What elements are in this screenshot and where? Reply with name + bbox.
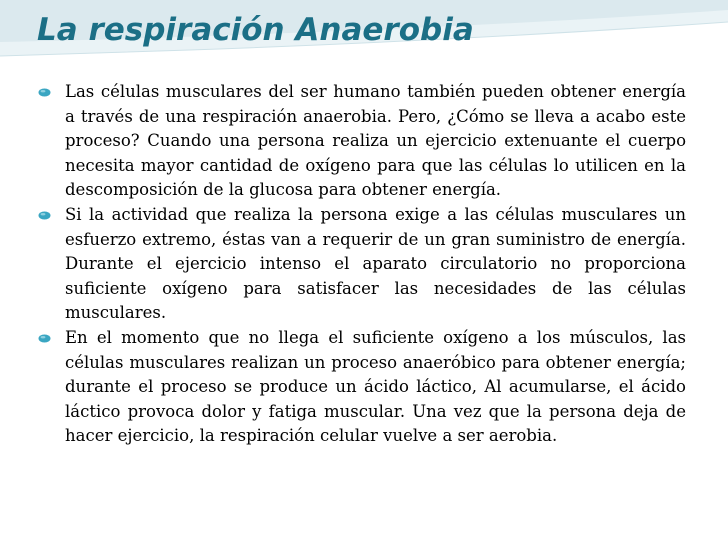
bullet-item-3 — [38, 326, 686, 449]
slide-title: La respiración Anaerobia — [37, 12, 474, 48]
bullet-text: En el momento que no llega el suficiente oxígeno a los músculos, las células musculares realizan un proceso anaeróbico para obtener energía; durante el proceso se produce un ácido láctico, Al acumularse, el ácido láctico provoca dolor y fatiga muscular. Una vez que la persona deja de hacer ejercicio, la respiración celular vuelve a ser aerobia. — [65, 327, 686, 446]
bullet-marker-icon — [38, 88, 51, 97]
bullet-list — [38, 80, 686, 449]
bullet-text: Si la actividad que realiza la persona exige a las células musculares un esfuerzo extremo, éstas van a requerir de un gran suministro de energía. Durante el ejercicio intenso el aparato circulatorio no proporciona suficiente oxígeno para satisfacer las necesidades de las células musculares. — [65, 204, 686, 323]
bullet-item-2 — [38, 203, 686, 326]
bullet-marker-icon — [38, 211, 51, 220]
bullet-text: Las células musculares del ser humano también pueden obtener energía a través de una respiración anaerobia. Pero, ¿Cómo se lleva a acabo este proceso? Cuando una persona realiza un ejercicio extenuante el cuerpo necesita mayor cantidad de oxígeno para que las células lo utilicen en la descomposición de la glucosa para obtener energía. — [65, 82, 686, 200]
bullet-item-1 — [38, 80, 686, 203]
bullet-marker-icon — [38, 334, 51, 343]
